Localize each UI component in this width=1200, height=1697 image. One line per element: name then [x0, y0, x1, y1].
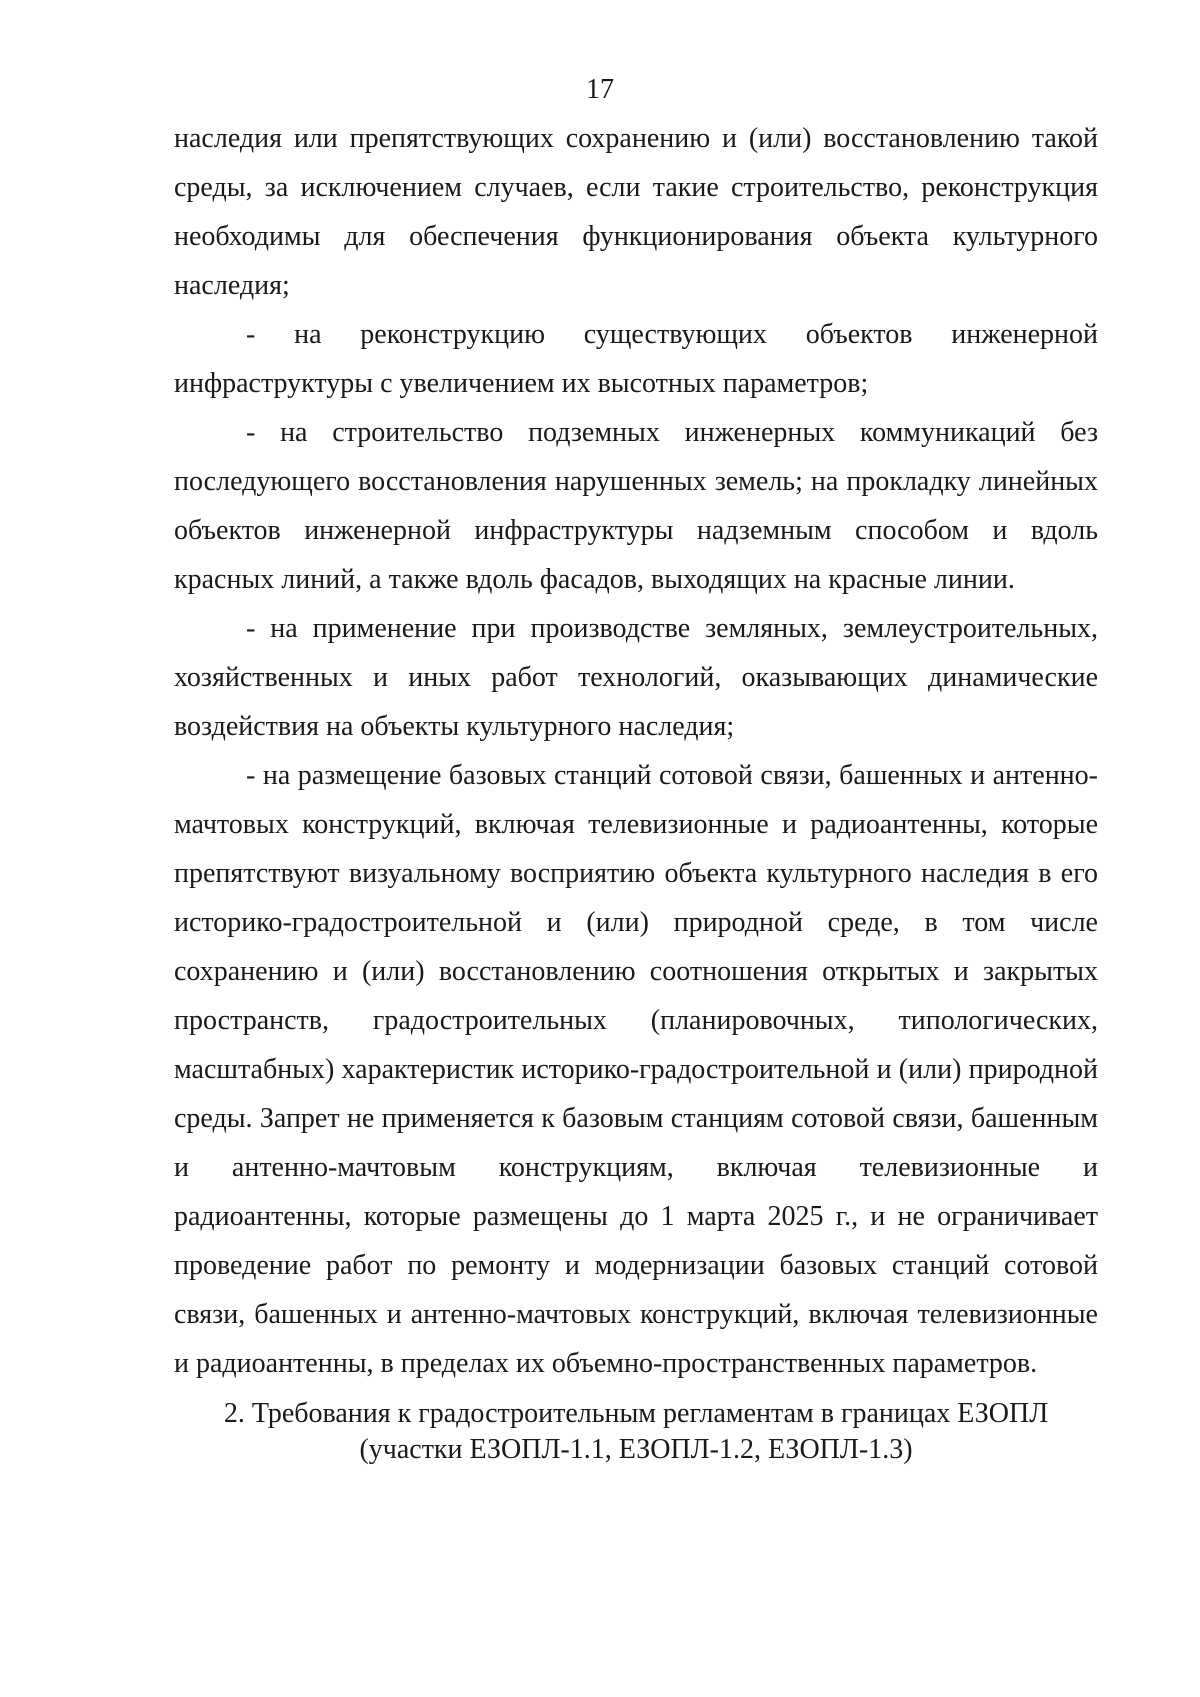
- section-heading-line2: (участки ЕЗОПЛ-1.1, ЕЗОПЛ-1.2, ЕЗОПЛ-1.3): [359, 1434, 913, 1465]
- section-heading-line1: 2. Требования к градостроительным регламентам в границах ЕЗОПЛ: [223, 1398, 1049, 1429]
- list-item-base-stations: - на размещение базовых станций сотовой связи, башенных и антенно-мачтовых конструкций, включая телевизионные и радиоантенны, которые препятствуют визуальному восприятию объекта культурного наследия в его историко-градостроительной и (или) природной среде, в том числе сохранению и (или) восстановлению соотношения открытых и закрытых пространств, градостроительных (планировочных, типологических, масштабных) характеристик историко-градостроительной и (или) природной среды. Запрет не применяется к базовым станциям сотовой связи, башенным и антенно-мачтовым конструкциям, включая телевизионные и радиоантенны, которые размещены до 1 марта 2025 г., и не ограничивает проведение работ по ремонту и модернизации базовых станций сотовой связи, башенных и антенно-мачтовых конструкций, включая телевизионные и радиоантенны, в пределах их объемно-пространственных параметров.: [174, 760, 1098, 1379]
- paragraph-continuation: наследия или препятствующих сохранению и (или) восстановлению такой среды, за исключением случаев, если такие строительство, реконструкция необходимы для обеспечения функционирования объекта культурного наследия;: [174, 123, 1098, 301]
- document-body: [174, 114, 1098, 1468]
- list-item-reconstruction: - на реконструкцию существующих объектов инженерной инфраструктуры с увеличением их высотных параметров;: [174, 319, 1098, 399]
- list-item-underground-construction: - на строительство подземных инженерных коммуникаций без последующего восстановления нарушенных земель; на прокладку линейных объектов инженерной инфраструктуры надземным способом и вдоль красных линий, а также вдоль фасадов, выходящих на красные линии.: [174, 417, 1098, 595]
- list-item-dynamic-technologies: - на применение при производстве земляных, землеустроительных, хозяйственных и иных работ технологий, оказывающих динамические воздействия на объекты культурного наследия;: [174, 613, 1098, 742]
- section-heading: [174, 1388, 1098, 1468]
- page-number: 17: [586, 74, 614, 105]
